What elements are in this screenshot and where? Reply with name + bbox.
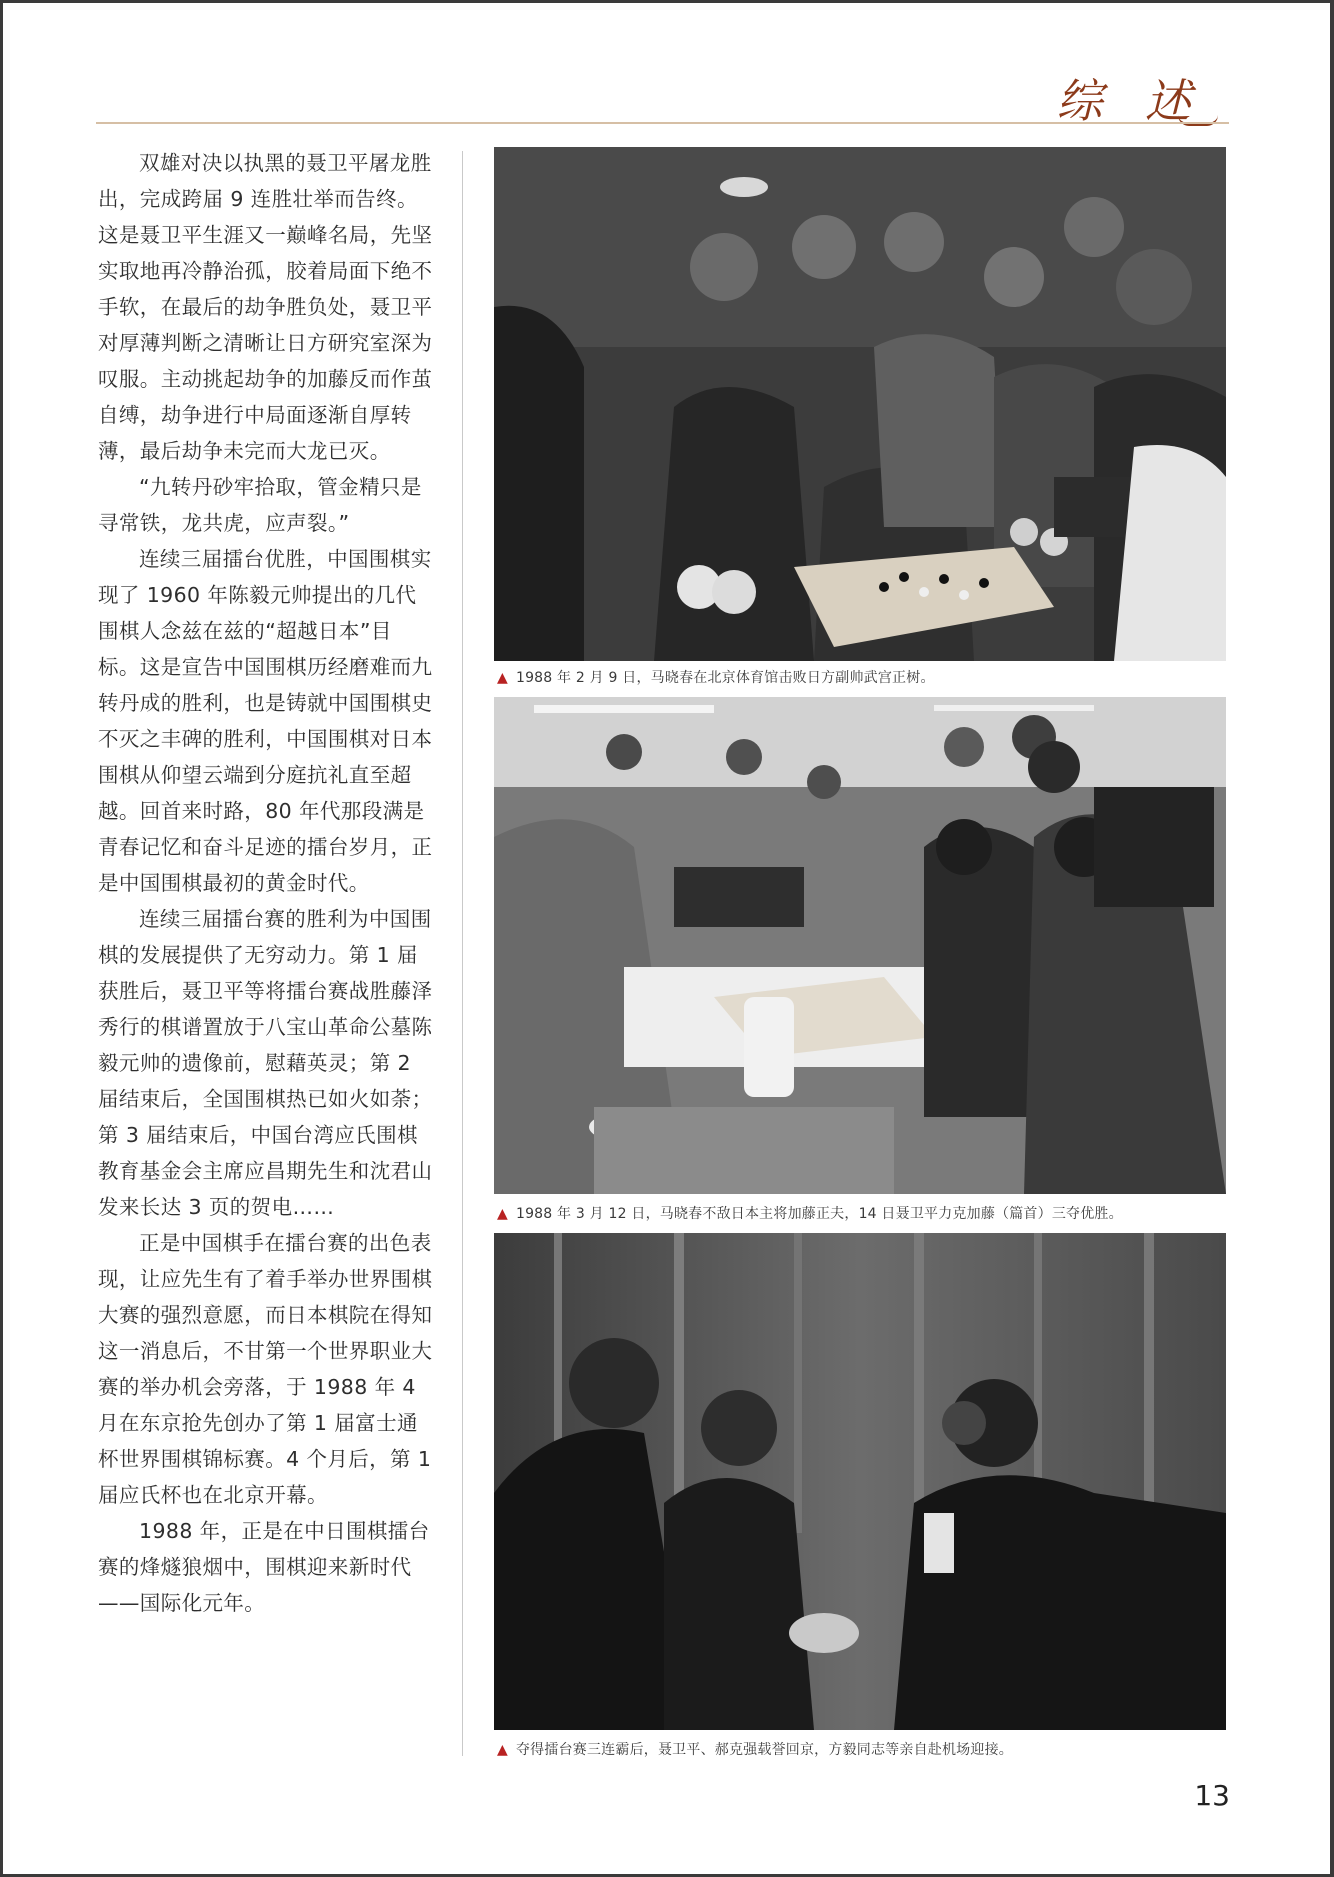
triangle-marker-icon: ▲ <box>497 670 508 686</box>
photo-caption <box>497 667 935 687</box>
header-rule <box>96 122 1229 124</box>
column-divider <box>462 151 463 1756</box>
paragraph: 1988 年，正是在中日围棋擂台赛的烽燧狼烟中，围棋迎来新时代——国际化元年。 <box>98 1519 430 1615</box>
triangle-marker-icon: ▲ <box>497 1742 508 1758</box>
caption-text: 夺得擂台赛三连霸后，聂卫平、郝克强载誉回京，方毅同志等亲自赴机场迎接。 <box>515 1742 1013 1758</box>
paragraph: 正是中国棋手在擂台赛的出色表现，让应先生有了着手举办世界围棋大赛的强烈意愿，而日本棋院在得知这一消息后，不甘第一个世界职业大赛的举办机会旁落，于 1988 年 4 月在东京抢先创办了第 1 届富士通杯世界围棋锦标赛。4 个月后，第 1 届应氏杯也在北京开幕。 <box>98 1231 433 1507</box>
photo-caption <box>497 1203 1123 1223</box>
paragraph: 双雄对决以执黑的聂卫平屠龙胜出，完成跨届 9 连胜壮举而告终。这是聂卫平生涯又一巅峰名局，先坚实取地再冷静治孤，胶着局面下绝不手软，在最后的劫争胜负处，聂卫平对厚薄判断之清晰让日方研究室深为叹服。主动挑起劫争的加藤反而作茧自缚，劫争进行中局面逐渐自厚转薄，最后劫争未完而大龙已灭。 <box>98 151 433 463</box>
photo-final-match <box>494 697 1226 1194</box>
article-text-column <box>98 145 433 1621</box>
paragraph: 连续三届擂台优胜，中国围棋实现了 1960 年陈毅元帅提出的几代围棋人念兹在兹的“超越日本”目标。这是宣告中国围棋历经磨难而九转丹成的胜利，也是铸就中国围棋史不灭之丰碑的胜利，中国围棋对日本围棋从仰望云端到分庭抗礼直至超越。回首来时路，80 年代那段满是青春记忆和奋斗足迹的擂台岁月，正是中国围棋最初的黄金时代。 <box>98 547 433 895</box>
photo-caption <box>497 1739 1013 1759</box>
photo-airport-welcome <box>494 1233 1226 1730</box>
section-title: 综 述 <box>1056 74 1205 128</box>
triangle-marker-icon: ▲ <box>497 1206 508 1222</box>
page-number: 13 <box>1194 1779 1230 1812</box>
paragraph: 连续三届擂台赛的胜利为中国围棋的发展提供了无穷动力。第 1 届获胜后，聂卫平等将擂台赛战胜藤泽秀行的棋谱置放于八宝山革命公墓陈毅元帅的遗像前，慰藉英灵；第 2 届结束后，全国围棋热已如火如荼；第 3 届结束后，中国台湾应氏围棋教育基金会主席应昌期先生和沈君山发来长达 3 页的贺电…… <box>98 907 433 1219</box>
title-flourish <box>1178 115 1218 126</box>
caption-text: 1988 年 3 月 12 日，马晓春不敌日本主将加藤正夫，14 日聂卫平力克加藤（篇首）三夺优胜。 <box>515 1206 1123 1222</box>
magazine-page <box>3 3 1330 1874</box>
photo-game-crowd <box>494 147 1226 661</box>
paragraph: “九转丹砂牢拾取，管金精只是寻常铁，龙共虎，应声裂。” <box>98 475 422 535</box>
caption-text: 1988 年 2 月 9 日，马晓春在北京体育馆击败日方副帅武宫正树。 <box>515 670 935 686</box>
